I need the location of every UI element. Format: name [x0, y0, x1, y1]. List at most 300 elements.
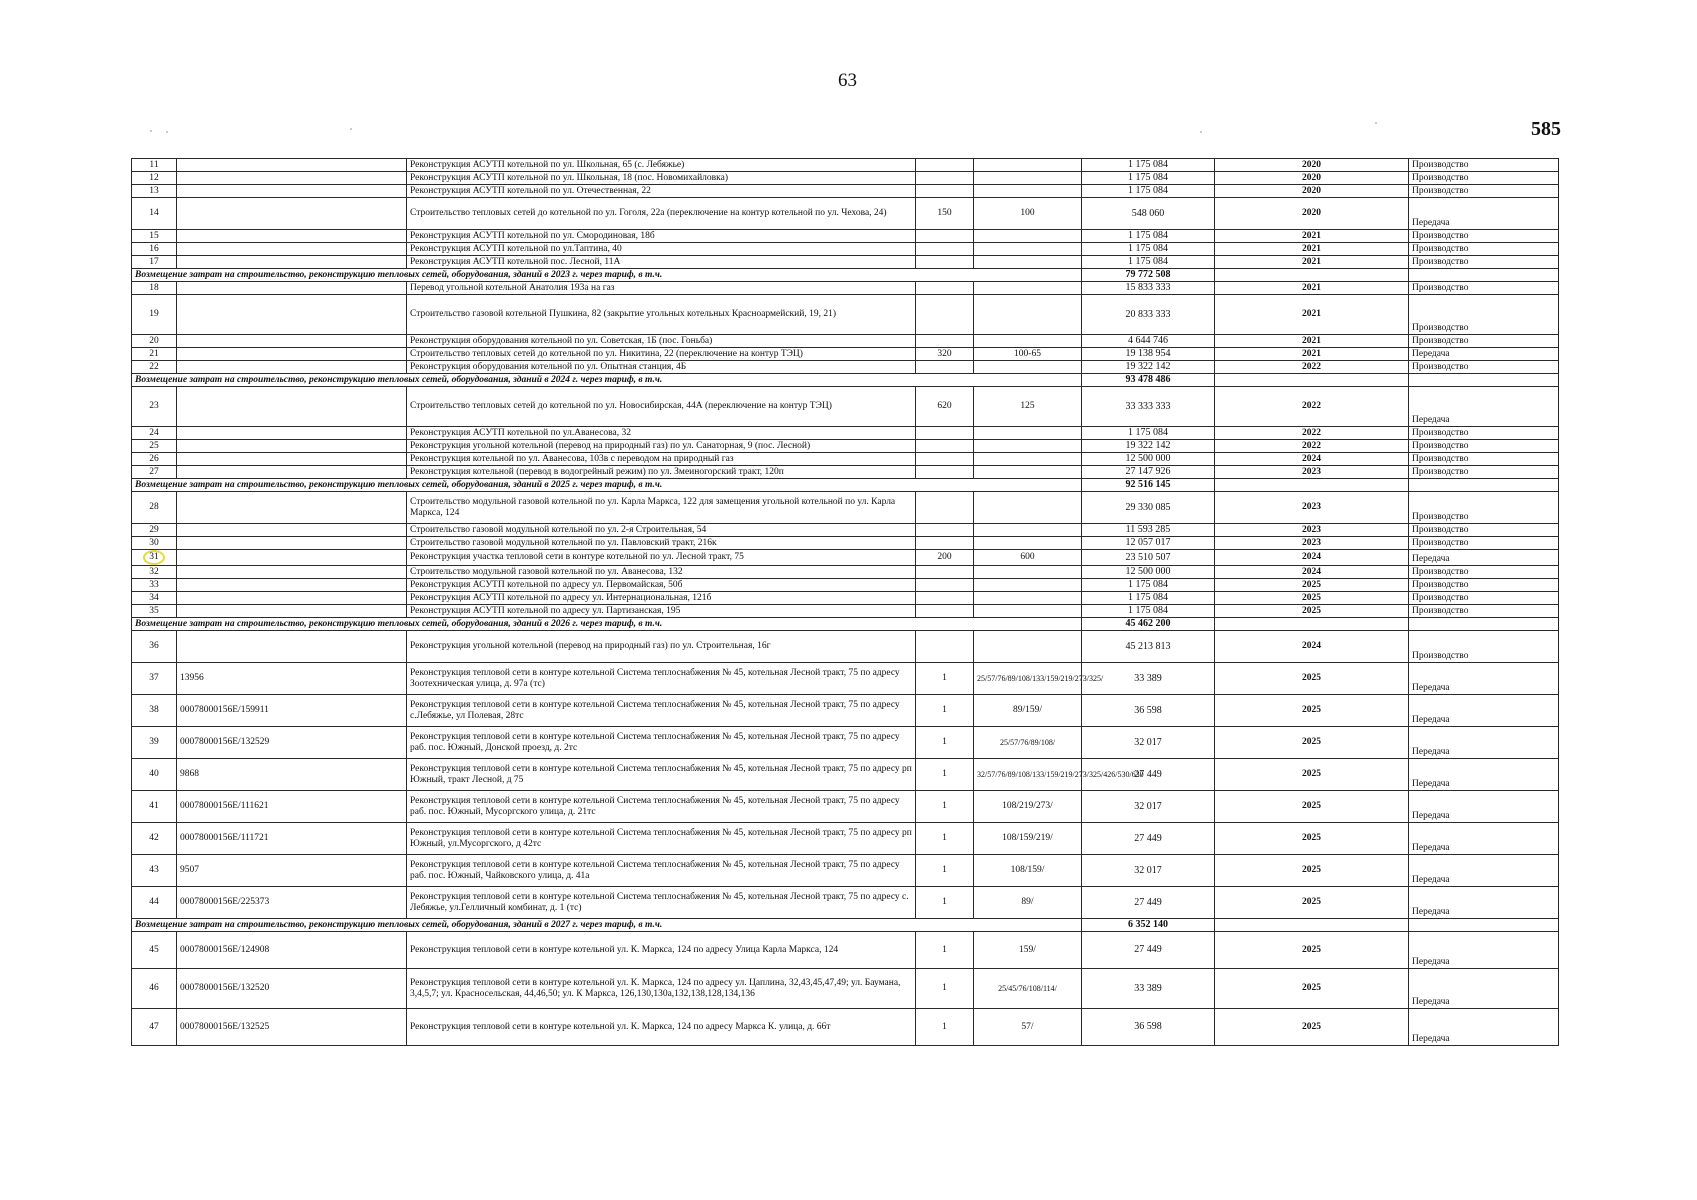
row-number: 37 — [132, 663, 177, 695]
year-value: 2021 — [1215, 256, 1409, 269]
table-body — [132, 159, 1559, 1046]
cost-value: 12 500 000 — [1082, 566, 1215, 579]
table-row — [132, 466, 1559, 479]
highlight-circle: 31 — [143, 550, 165, 565]
empty-cell — [1409, 618, 1559, 631]
length-value — [916, 172, 974, 185]
cost-value: 33 389 — [1082, 969, 1215, 1009]
year-value: 2020 — [1215, 185, 1409, 198]
row-number: 46 — [132, 969, 177, 1009]
object-name: Реконструкция тепловой сети в контуре котельной Система теплоснабжения № 45, котельная Лесной тракт, 75 по адресу раб. пос. Южный, Донской проезд, д. 2тс — [407, 727, 916, 759]
row-number: 19 — [132, 295, 177, 335]
year-value: 2025 — [1215, 791, 1409, 823]
empty-cell — [1215, 919, 1409, 932]
activity-type: Передача — [1409, 759, 1559, 791]
object-id — [177, 524, 407, 537]
activity-type: Производство — [1409, 631, 1559, 663]
object-name: Реконструкция тепловой сети в контуре котельной ул. К. Маркса, 124 по адресу ул. Цаплина, 32,43,45,47,49; ул. Баумана, 3,4,5,7; ул. Красносельская, 44,46,50; ул. К Маркса, 126,130,130а,132,138,128,134,136 — [407, 969, 916, 1009]
diameter-value — [974, 256, 1082, 269]
year-value: 2021 — [1215, 282, 1409, 295]
row-number: 15 — [132, 230, 177, 243]
activity-type: Передача — [1409, 969, 1559, 1009]
cost-value: 1 175 084 — [1082, 427, 1215, 440]
object-id — [177, 256, 407, 269]
object-name: Реконструкция АСУТП котельной по ул. Школьная, 65 (с. Лебяжье) — [407, 159, 916, 172]
year-value: 2024 — [1215, 453, 1409, 466]
table-row — [132, 727, 1559, 759]
table-row — [132, 185, 1559, 198]
object-id — [177, 361, 407, 374]
length-value: 1 — [916, 855, 974, 887]
diameter-value — [974, 537, 1082, 550]
table-row — [132, 631, 1559, 663]
year-value: 2025 — [1215, 663, 1409, 695]
diameter-value — [974, 230, 1082, 243]
table-row — [132, 427, 1559, 440]
year-value: 2022 — [1215, 440, 1409, 453]
diameter-value — [974, 185, 1082, 198]
investment-program-table — [131, 158, 1559, 1046]
cost-value: 33 333 333 — [1082, 387, 1215, 427]
object-id — [177, 440, 407, 453]
object-id — [177, 295, 407, 335]
activity-type: Производство — [1409, 243, 1559, 256]
diameter-value — [974, 631, 1082, 663]
object-id — [177, 453, 407, 466]
table-row — [132, 159, 1559, 172]
year-value: 2025 — [1215, 823, 1409, 855]
year-value: 2021 — [1215, 335, 1409, 348]
diameter-value — [974, 605, 1082, 618]
object-id — [177, 230, 407, 243]
year-value: 2023 — [1215, 524, 1409, 537]
page-number: 63 — [838, 70, 857, 91]
diameter-value — [974, 282, 1082, 295]
cost-value: 19 322 142 — [1082, 361, 1215, 374]
table-row — [132, 282, 1559, 295]
row-number: 20 — [132, 335, 177, 348]
activity-type: Производство — [1409, 295, 1559, 335]
table-row — [132, 887, 1559, 919]
section-total: 79 772 508 — [1082, 269, 1215, 282]
activity-type: Производство — [1409, 524, 1559, 537]
row-number: 25 — [132, 440, 177, 453]
cost-value: 36 598 — [1082, 1009, 1215, 1046]
empty-cell — [1215, 618, 1409, 631]
object-name: Реконструкция угольной котельной (перевод на природный газ) по ул. Санаторная, 9 (пос. Лесной) — [407, 440, 916, 453]
length-value — [916, 579, 974, 592]
diameter-value: 108/159/219/ — [974, 823, 1082, 855]
year-value: 2021 — [1215, 295, 1409, 335]
row-number: 33 — [132, 579, 177, 592]
cost-value: 1 175 084 — [1082, 172, 1215, 185]
object-id — [177, 605, 407, 618]
object-name: Реконструкция АСУТП котельной по ул.Аванесова, 32 — [407, 427, 916, 440]
object-id: 00078000156Е/111721 — [177, 823, 407, 855]
activity-type: Передача — [1409, 348, 1559, 361]
object-name: Строительство газовой котельной Пушкина, 82 (закрытие угольных котельных Красноармейский, 19, 21) — [407, 295, 916, 335]
diameter-value — [974, 453, 1082, 466]
empty-cell — [1409, 479, 1559, 492]
length-value — [916, 230, 974, 243]
object-name: Реконструкция АСУТП котельной по ул. Отечественная, 22 — [407, 185, 916, 198]
cost-value: 1 175 084 — [1082, 592, 1215, 605]
table-row — [132, 550, 1559, 566]
length-value — [916, 243, 974, 256]
table-row — [132, 932, 1559, 969]
cost-value: 1 175 084 — [1082, 256, 1215, 269]
section-total: 6 352 140 — [1082, 919, 1215, 932]
object-id — [177, 592, 407, 605]
row-number: 44 — [132, 887, 177, 919]
cost-value: 19 138 954 — [1082, 348, 1215, 361]
empty-cell — [1215, 374, 1409, 387]
cost-value: 1 175 084 — [1082, 230, 1215, 243]
section-title: Возмещение затрат на строительство, реконструкцию тепловых сетей, оборудования, зданий в 2024 г. через тариф, в т.ч. — [132, 374, 1082, 387]
cost-value: 548 060 — [1082, 198, 1215, 230]
object-name: Реконструкция АСУТП котельной пос. Лесной, 11А — [407, 256, 916, 269]
length-value — [916, 605, 974, 618]
diameter-value: 159/ — [974, 932, 1082, 969]
table-row — [132, 566, 1559, 579]
length-value — [916, 631, 974, 663]
object-id — [177, 282, 407, 295]
cost-value: 27 449 — [1082, 932, 1215, 969]
row-number: 13 — [132, 185, 177, 198]
table-row — [132, 335, 1559, 348]
table-row — [132, 230, 1559, 243]
length-value: 1 — [916, 727, 974, 759]
diameter-value: 57/ — [974, 1009, 1082, 1046]
row-number: 36 — [132, 631, 177, 663]
table-row — [132, 695, 1559, 727]
table-row — [132, 492, 1559, 524]
object-id — [177, 466, 407, 479]
length-value — [916, 492, 974, 524]
activity-type: Производство — [1409, 427, 1559, 440]
activity-type: Производство — [1409, 361, 1559, 374]
section-subtotal-row — [132, 374, 1559, 387]
cost-value: 1 175 084 — [1082, 185, 1215, 198]
section-subtotal-row — [132, 269, 1559, 282]
cost-value: 20 833 333 — [1082, 295, 1215, 335]
object-name: Реконструкция угольной котельной (перевод на природный газ) по ул. Строительная, 16г — [407, 631, 916, 663]
section-subtotal-row — [132, 919, 1559, 932]
row-number: 39 — [132, 727, 177, 759]
object-id — [177, 335, 407, 348]
row-number: 43 — [132, 855, 177, 887]
diameter-value — [974, 524, 1082, 537]
year-value: 2021 — [1215, 230, 1409, 243]
length-value: 200 — [916, 550, 974, 566]
object-id — [177, 159, 407, 172]
year-value: 2022 — [1215, 427, 1409, 440]
object-id: 9507 — [177, 855, 407, 887]
object-name: Реконструкция АСУТП котельной по адресу ул. Партизанская, 195 — [407, 605, 916, 618]
year-value: 2025 — [1215, 605, 1409, 618]
activity-type: Производство — [1409, 537, 1559, 550]
diameter-value: 100 — [974, 198, 1082, 230]
scan-speck — [1200, 131, 1202, 133]
length-value: 620 — [916, 387, 974, 427]
activity-type: Производство — [1409, 579, 1559, 592]
section-total: 45 462 200 — [1082, 618, 1215, 631]
year-value: 2025 — [1215, 759, 1409, 791]
object-name: Строительство газовой модульной котельной по ул. Павловский тракт, 216к — [407, 537, 916, 550]
object-name: Строительство тепловых сетей до котельной по ул. Новосибирская, 44А (переключение на контур ТЭЦ) — [407, 387, 916, 427]
object-name: Реконструкция тепловой сети в контуре котельной Система теплоснабжения № 45, котельная Лесной тракт, 75 по адресу раб. пос. Южный, Чайковского улица, д. 41а — [407, 855, 916, 887]
empty-cell — [1215, 479, 1409, 492]
activity-type: Производство — [1409, 159, 1559, 172]
length-value — [916, 566, 974, 579]
object-id: 00078000156Е/159911 — [177, 695, 407, 727]
object-id — [177, 492, 407, 524]
cost-value: 11 593 285 — [1082, 524, 1215, 537]
year-value: 2020 — [1215, 159, 1409, 172]
cost-value: 4 644 746 — [1082, 335, 1215, 348]
object-name: Реконструкция котельной (перевод в водогрейный режим) по ул. Змеиногорский тракт, 120п — [407, 466, 916, 479]
table-row — [132, 537, 1559, 550]
length-value — [916, 592, 974, 605]
cost-value: 32 017 — [1082, 791, 1215, 823]
year-value: 2025 — [1215, 1009, 1409, 1046]
year-value: 2025 — [1215, 695, 1409, 727]
length-value: 1 — [916, 695, 974, 727]
length-value: 1 — [916, 823, 974, 855]
object-id — [177, 387, 407, 427]
year-value: 2021 — [1215, 243, 1409, 256]
object-name: Перевод угольной котельной Анатолия 193а на газ — [407, 282, 916, 295]
length-value: 320 — [916, 348, 974, 361]
table-row — [132, 453, 1559, 466]
object-id — [177, 631, 407, 663]
row-number: 23 — [132, 387, 177, 427]
row-number — [132, 550, 177, 566]
cost-value: 23 510 507 — [1082, 550, 1215, 566]
year-value: 2025 — [1215, 579, 1409, 592]
cost-value: 12 500 000 — [1082, 453, 1215, 466]
sheet-number: 585 — [1531, 118, 1561, 140]
row-number: 29 — [132, 524, 177, 537]
length-value — [916, 335, 974, 348]
activity-type: Передача — [1409, 727, 1559, 759]
length-value — [916, 524, 974, 537]
empty-cell — [1409, 374, 1559, 387]
row-number: 35 — [132, 605, 177, 618]
year-value: 2025 — [1215, 727, 1409, 759]
activity-type: Производство — [1409, 466, 1559, 479]
object-name: Реконструкция оборудования котельной по ул. Опытная станция, 4Б — [407, 361, 916, 374]
year-value: 2025 — [1215, 592, 1409, 605]
length-value — [916, 256, 974, 269]
length-value — [916, 361, 974, 374]
activity-type: Производство — [1409, 440, 1559, 453]
diameter-value: 25/57/76/89/108/133/159/219/273/325/ — [974, 663, 1082, 695]
object-id: 00078000156Е/132529 — [177, 727, 407, 759]
object-id — [177, 348, 407, 361]
cost-value: 1 175 084 — [1082, 579, 1215, 592]
activity-type: Передача — [1409, 932, 1559, 969]
activity-type: Передача — [1409, 855, 1559, 887]
diameter-value: 108/159/ — [974, 855, 1082, 887]
length-value: 1 — [916, 887, 974, 919]
section-subtotal-row — [132, 618, 1559, 631]
length-value: 150 — [916, 198, 974, 230]
table-row — [132, 579, 1559, 592]
row-number: 32 — [132, 566, 177, 579]
diameter-value: 125 — [974, 387, 1082, 427]
activity-type: Производство — [1409, 256, 1559, 269]
row-number: 38 — [132, 695, 177, 727]
table-row — [132, 243, 1559, 256]
object-name: Реконструкция оборудования котельной по ул. Советская, 1Б (пос. Гоньба) — [407, 335, 916, 348]
cost-value: 27 147 926 — [1082, 466, 1215, 479]
diameter-value: 25/57/76/89/108/ — [974, 727, 1082, 759]
activity-type: Производство — [1409, 282, 1559, 295]
object-name: Строительство тепловых сетей до котельной по ул. Гоголя, 22а (переключение на контур котельной по ул. Чехова, 24) — [407, 198, 916, 230]
object-name: Строительство газовой модульной котельной по ул. 2-я Строительная, 54 — [407, 524, 916, 537]
row-number: 47 — [132, 1009, 177, 1046]
table-row — [132, 969, 1559, 1009]
table-row — [132, 663, 1559, 695]
object-id — [177, 185, 407, 198]
year-value: 2025 — [1215, 969, 1409, 1009]
section-subtotal-row — [132, 479, 1559, 492]
diameter-value — [974, 492, 1082, 524]
object-id — [177, 198, 407, 230]
row-number: 34 — [132, 592, 177, 605]
table-row — [132, 348, 1559, 361]
length-value: 1 — [916, 759, 974, 791]
table-row — [132, 387, 1559, 427]
diameter-value — [974, 466, 1082, 479]
diameter-value: 89/ — [974, 887, 1082, 919]
year-value: 2020 — [1215, 198, 1409, 230]
activity-type: Производство — [1409, 605, 1559, 618]
cost-value: 36 598 — [1082, 695, 1215, 727]
object-name: Реконструкция тепловой сети в контуре котельной ул. К. Маркса, 124 по адресу Улица Карла Маркса, 124 — [407, 932, 916, 969]
table-row — [132, 855, 1559, 887]
table-row — [132, 440, 1559, 453]
table-row — [132, 198, 1559, 230]
object-name: Реконструкция АСУТП котельной по ул. Школьная, 18 (пос. Новомихайловка) — [407, 172, 916, 185]
row-number: 41 — [132, 791, 177, 823]
length-value: 1 — [916, 1009, 974, 1046]
object-name: Реконструкция тепловой сети в контуре котельной Система теплоснабжения № 45, котельная Лесной тракт, 75 по адресу раб. пос. Южный, Мусоргского улица, д. 21тс — [407, 791, 916, 823]
cost-value: 32 017 — [1082, 855, 1215, 887]
year-value: 2025 — [1215, 855, 1409, 887]
object-id — [177, 427, 407, 440]
year-value: 2025 — [1215, 887, 1409, 919]
object-id: 13956 — [177, 663, 407, 695]
length-value — [916, 537, 974, 550]
scan-speck — [166, 131, 168, 133]
length-value — [916, 295, 974, 335]
activity-type: Передача — [1409, 198, 1559, 230]
object-name: Реконструкция тепловой сети в контуре котельной Система теплоснабжения № 45, котельная Лесной тракт, 75 по адресу с. Лебяжье, ул.Гелличный комбинат, д. 1 (тс) — [407, 887, 916, 919]
table-row — [132, 823, 1559, 855]
object-name: Реконструкция АСУТП котельной по ул.Таптина, 40 — [407, 243, 916, 256]
row-number: 24 — [132, 427, 177, 440]
diameter-value: 89/159/ — [974, 695, 1082, 727]
object-name: Реконструкция тепловой сети в контуре котельной Система теплоснабжения № 45, котельная Лесной тракт, 75 по адресу рп Южный, тракт Лесной, д 75 — [407, 759, 916, 791]
length-value — [916, 466, 974, 479]
activity-type: Производство — [1409, 230, 1559, 243]
table-row — [132, 759, 1559, 791]
row-number: 14 — [132, 198, 177, 230]
row-number: 12 — [132, 172, 177, 185]
cost-value: 12 057 017 — [1082, 537, 1215, 550]
activity-type: Производство — [1409, 453, 1559, 466]
activity-type: Передача — [1409, 550, 1559, 566]
row-number: 16 — [132, 243, 177, 256]
year-value: 2022 — [1215, 361, 1409, 374]
diameter-value: 108/219/273/ — [974, 791, 1082, 823]
row-number: 18 — [132, 282, 177, 295]
year-value: 2021 — [1215, 348, 1409, 361]
table-row — [132, 295, 1559, 335]
cost-value: 1 175 084 — [1082, 159, 1215, 172]
cost-value: 32 017 — [1082, 727, 1215, 759]
activity-type: Передача — [1409, 695, 1559, 727]
section-title: Возмещение затрат на строительство, реконструкцию тепловых сетей, оборудования, зданий в 2025 г. через тариф, в т.ч. — [132, 479, 1082, 492]
object-id: 00078000156Е/225373 — [177, 887, 407, 919]
activity-type: Передача — [1409, 387, 1559, 427]
scan-speck — [350, 128, 352, 130]
row-number: 17 — [132, 256, 177, 269]
row-number: 11 — [132, 159, 177, 172]
diameter-value — [974, 295, 1082, 335]
activity-type: Передача — [1409, 1009, 1559, 1046]
diameter-value: 600 — [974, 550, 1082, 566]
activity-type: Производство — [1409, 335, 1559, 348]
diameter-value — [974, 579, 1082, 592]
year-value: 2023 — [1215, 537, 1409, 550]
section-total: 92 516 145 — [1082, 479, 1215, 492]
row-number: 40 — [132, 759, 177, 791]
activity-type: Передача — [1409, 791, 1559, 823]
section-title: Возмещение затрат на строительство, реконструкцию тепловых сетей, оборудования, зданий в 2026 г. через тариф, в т.ч. — [132, 618, 1082, 631]
activity-type: Производство — [1409, 492, 1559, 524]
diameter-value: 25/45/76/108/114/ — [974, 969, 1082, 1009]
empty-cell — [1409, 269, 1559, 282]
diameter-value: 32/57/76/89/108/133/159/219/273/325/426/530/630 — [974, 759, 1082, 791]
length-value: 1 — [916, 663, 974, 695]
cost-value: 33 389 — [1082, 663, 1215, 695]
length-value — [916, 159, 974, 172]
diameter-value — [974, 440, 1082, 453]
length-value — [916, 282, 974, 295]
activity-type: Производство — [1409, 592, 1559, 605]
object-id — [177, 172, 407, 185]
cost-value: 27 449 — [1082, 887, 1215, 919]
diameter-value — [974, 361, 1082, 374]
activity-type: Передача — [1409, 887, 1559, 919]
table-row — [132, 524, 1559, 537]
year-value: 2020 — [1215, 172, 1409, 185]
row-number: 21 — [132, 348, 177, 361]
row-number: 27 — [132, 466, 177, 479]
year-value: 2022 — [1215, 387, 1409, 427]
year-value: 2023 — [1215, 492, 1409, 524]
section-title: Возмещение затрат на строительство, реконструкцию тепловых сетей, оборудования, зданий в 2027 г. через тариф, в т.ч. — [132, 919, 1082, 932]
object-id — [177, 579, 407, 592]
object-name: Строительство модульной газовой котельной по ул. Аванесова, 132 — [407, 566, 916, 579]
cost-value: 27 449 — [1082, 823, 1215, 855]
object-name: Строительство модульной газовой котельной по ул. Карла Маркса, 122 для замещения угольной котельной по ул. Карла Маркса, 124 — [407, 492, 916, 524]
activity-type: Передача — [1409, 823, 1559, 855]
length-value — [916, 453, 974, 466]
